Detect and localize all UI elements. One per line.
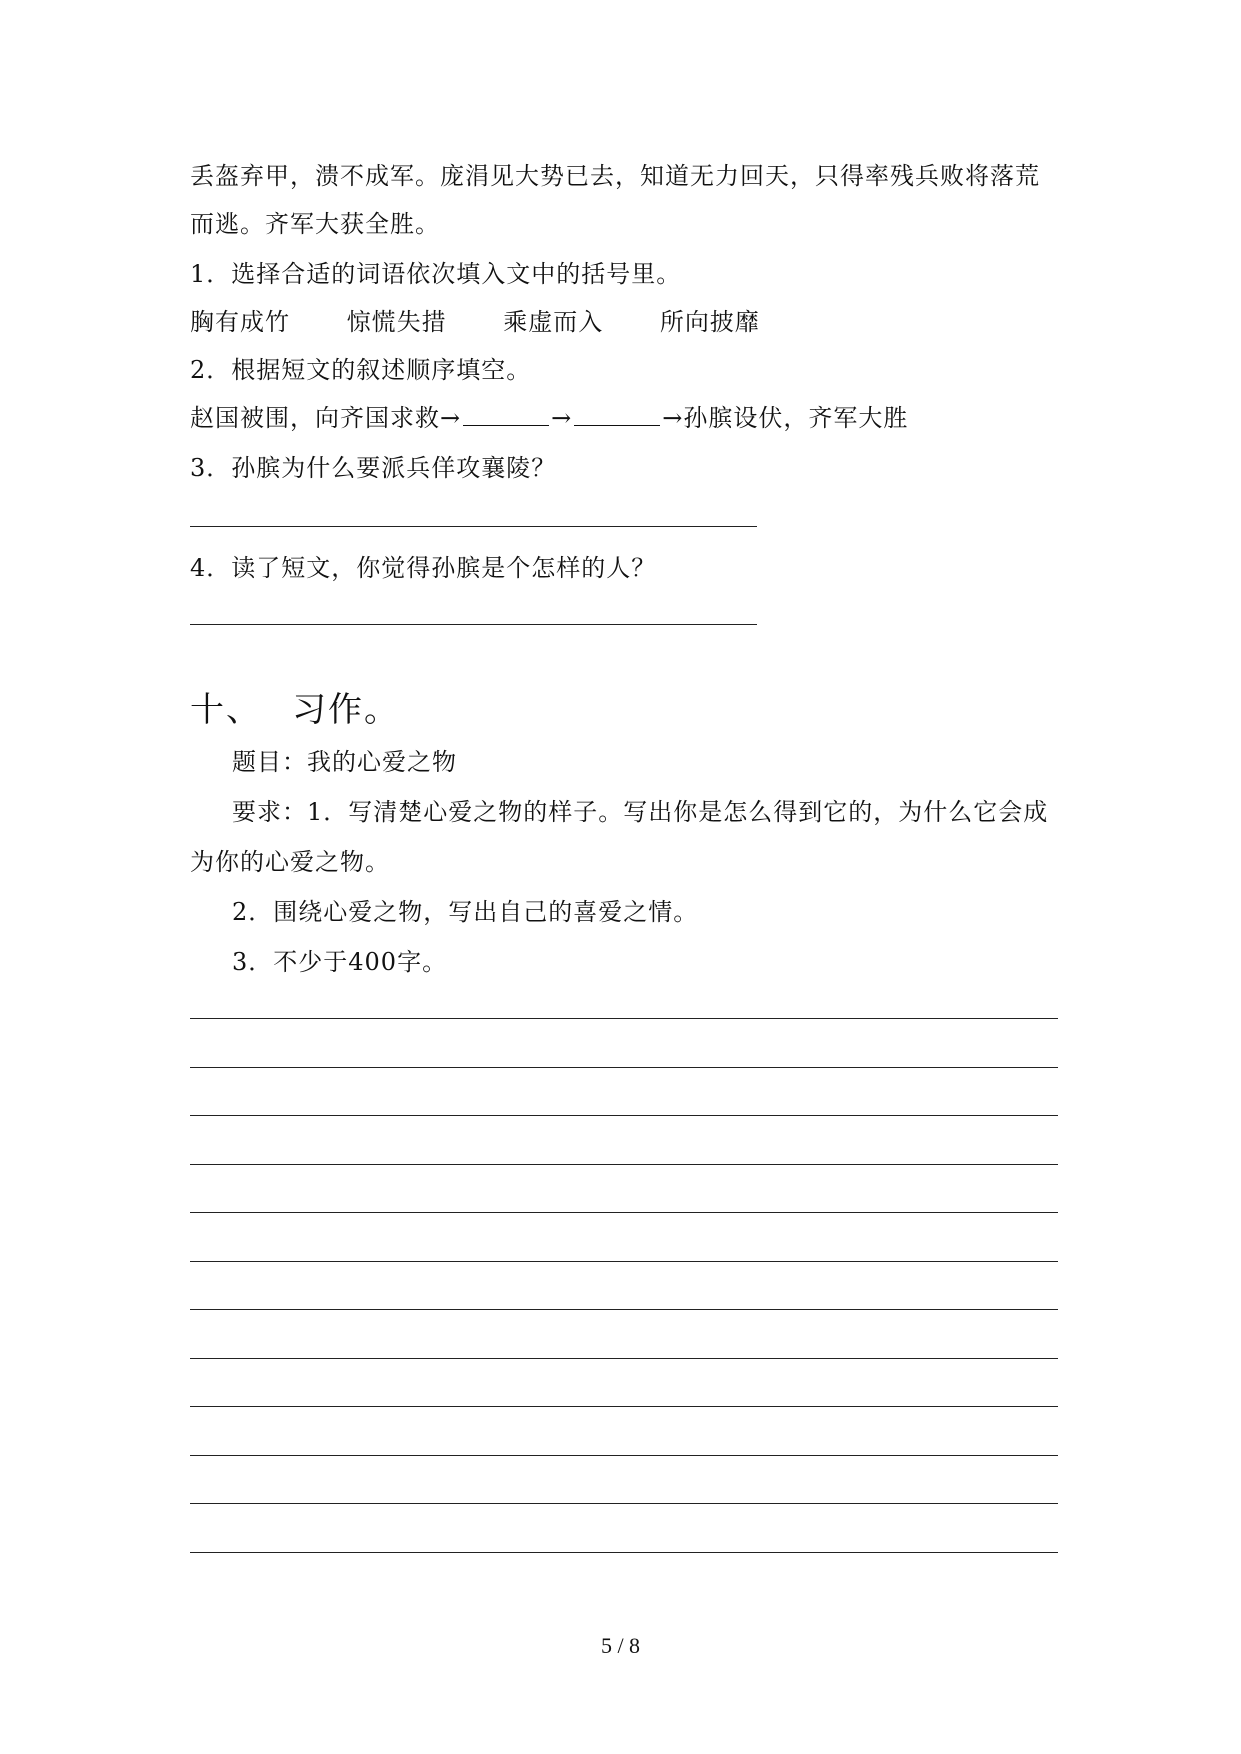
writing-line[interactable] [190, 1552, 1058, 1553]
writing-line[interactable] [190, 1503, 1058, 1504]
requirement-1-line-2: 为你的心爱之物。 [190, 848, 390, 876]
section-number: 十、 [190, 690, 262, 730]
writing-line[interactable] [190, 1212, 1058, 1213]
section-heading [190, 688, 400, 732]
writing-line[interactable] [190, 1455, 1058, 1456]
word-option-4: 所向披靡 [659, 308, 760, 336]
writing-line[interactable] [190, 1115, 1058, 1116]
sequence-blank-2[interactable] [574, 403, 660, 426]
word-option-3: 乘虚而入 [503, 308, 604, 336]
writing-line[interactable] [190, 1018, 1058, 1019]
sequence-start: 赵国被围，向齐国求救→ [190, 404, 462, 432]
writing-line[interactable] [190, 1358, 1058, 1359]
question-3: 3．孙膑为什么要派兵佯攻襄陵？ [190, 454, 557, 482]
passage-line-1: 丢盔弃甲，溃不成军。庞涓见大势已去，知道无力回天，只得率残兵败将落荒 [190, 162, 1040, 190]
page-number: 5 / 8 [600, 1633, 641, 1658]
writing-line[interactable] [190, 1406, 1058, 1407]
question-1: 1．选择合适的词语依次填入文中的括号里。 [190, 260, 682, 288]
composition-topic: 题目：我的心爱之物 [232, 748, 457, 776]
sequence-blank-1[interactable] [463, 403, 549, 426]
writing-line[interactable] [190, 1261, 1058, 1262]
word-option-2: 惊慌失措 [346, 308, 447, 336]
sequence-fill [190, 402, 908, 434]
writing-line[interactable] [190, 1164, 1058, 1165]
word-option-1: 胸有成竹 [190, 308, 290, 336]
answer-line-q4[interactable] [190, 624, 757, 625]
requirement-1-line-1: 要求：1．写清楚心爱之物的样子。写出你是怎么得到它的，为什么它会成 [232, 798, 1049, 826]
section-title: 习作。 [292, 690, 400, 730]
word-options [190, 306, 808, 338]
passage-line-2: 而逃。齐军大获全胜。 [190, 210, 440, 238]
answer-line-q3[interactable] [190, 526, 757, 527]
requirement-3: 3．不少于400字。 [232, 948, 448, 976]
writing-line[interactable] [190, 1309, 1058, 1310]
question-4: 4．读了短文，你觉得孙膑是个怎样的人？ [190, 554, 657, 582]
sequence-end: →孙膑设伏，齐军大胜 [662, 404, 909, 432]
question-2: 2．根据短文的叙述顺序填空。 [190, 356, 532, 384]
sequence-arrow: → [551, 404, 573, 432]
writing-line[interactable] [190, 1067, 1058, 1068]
requirement-2: 2．围绕心爱之物，写出自己的喜爱之情。 [232, 898, 699, 926]
